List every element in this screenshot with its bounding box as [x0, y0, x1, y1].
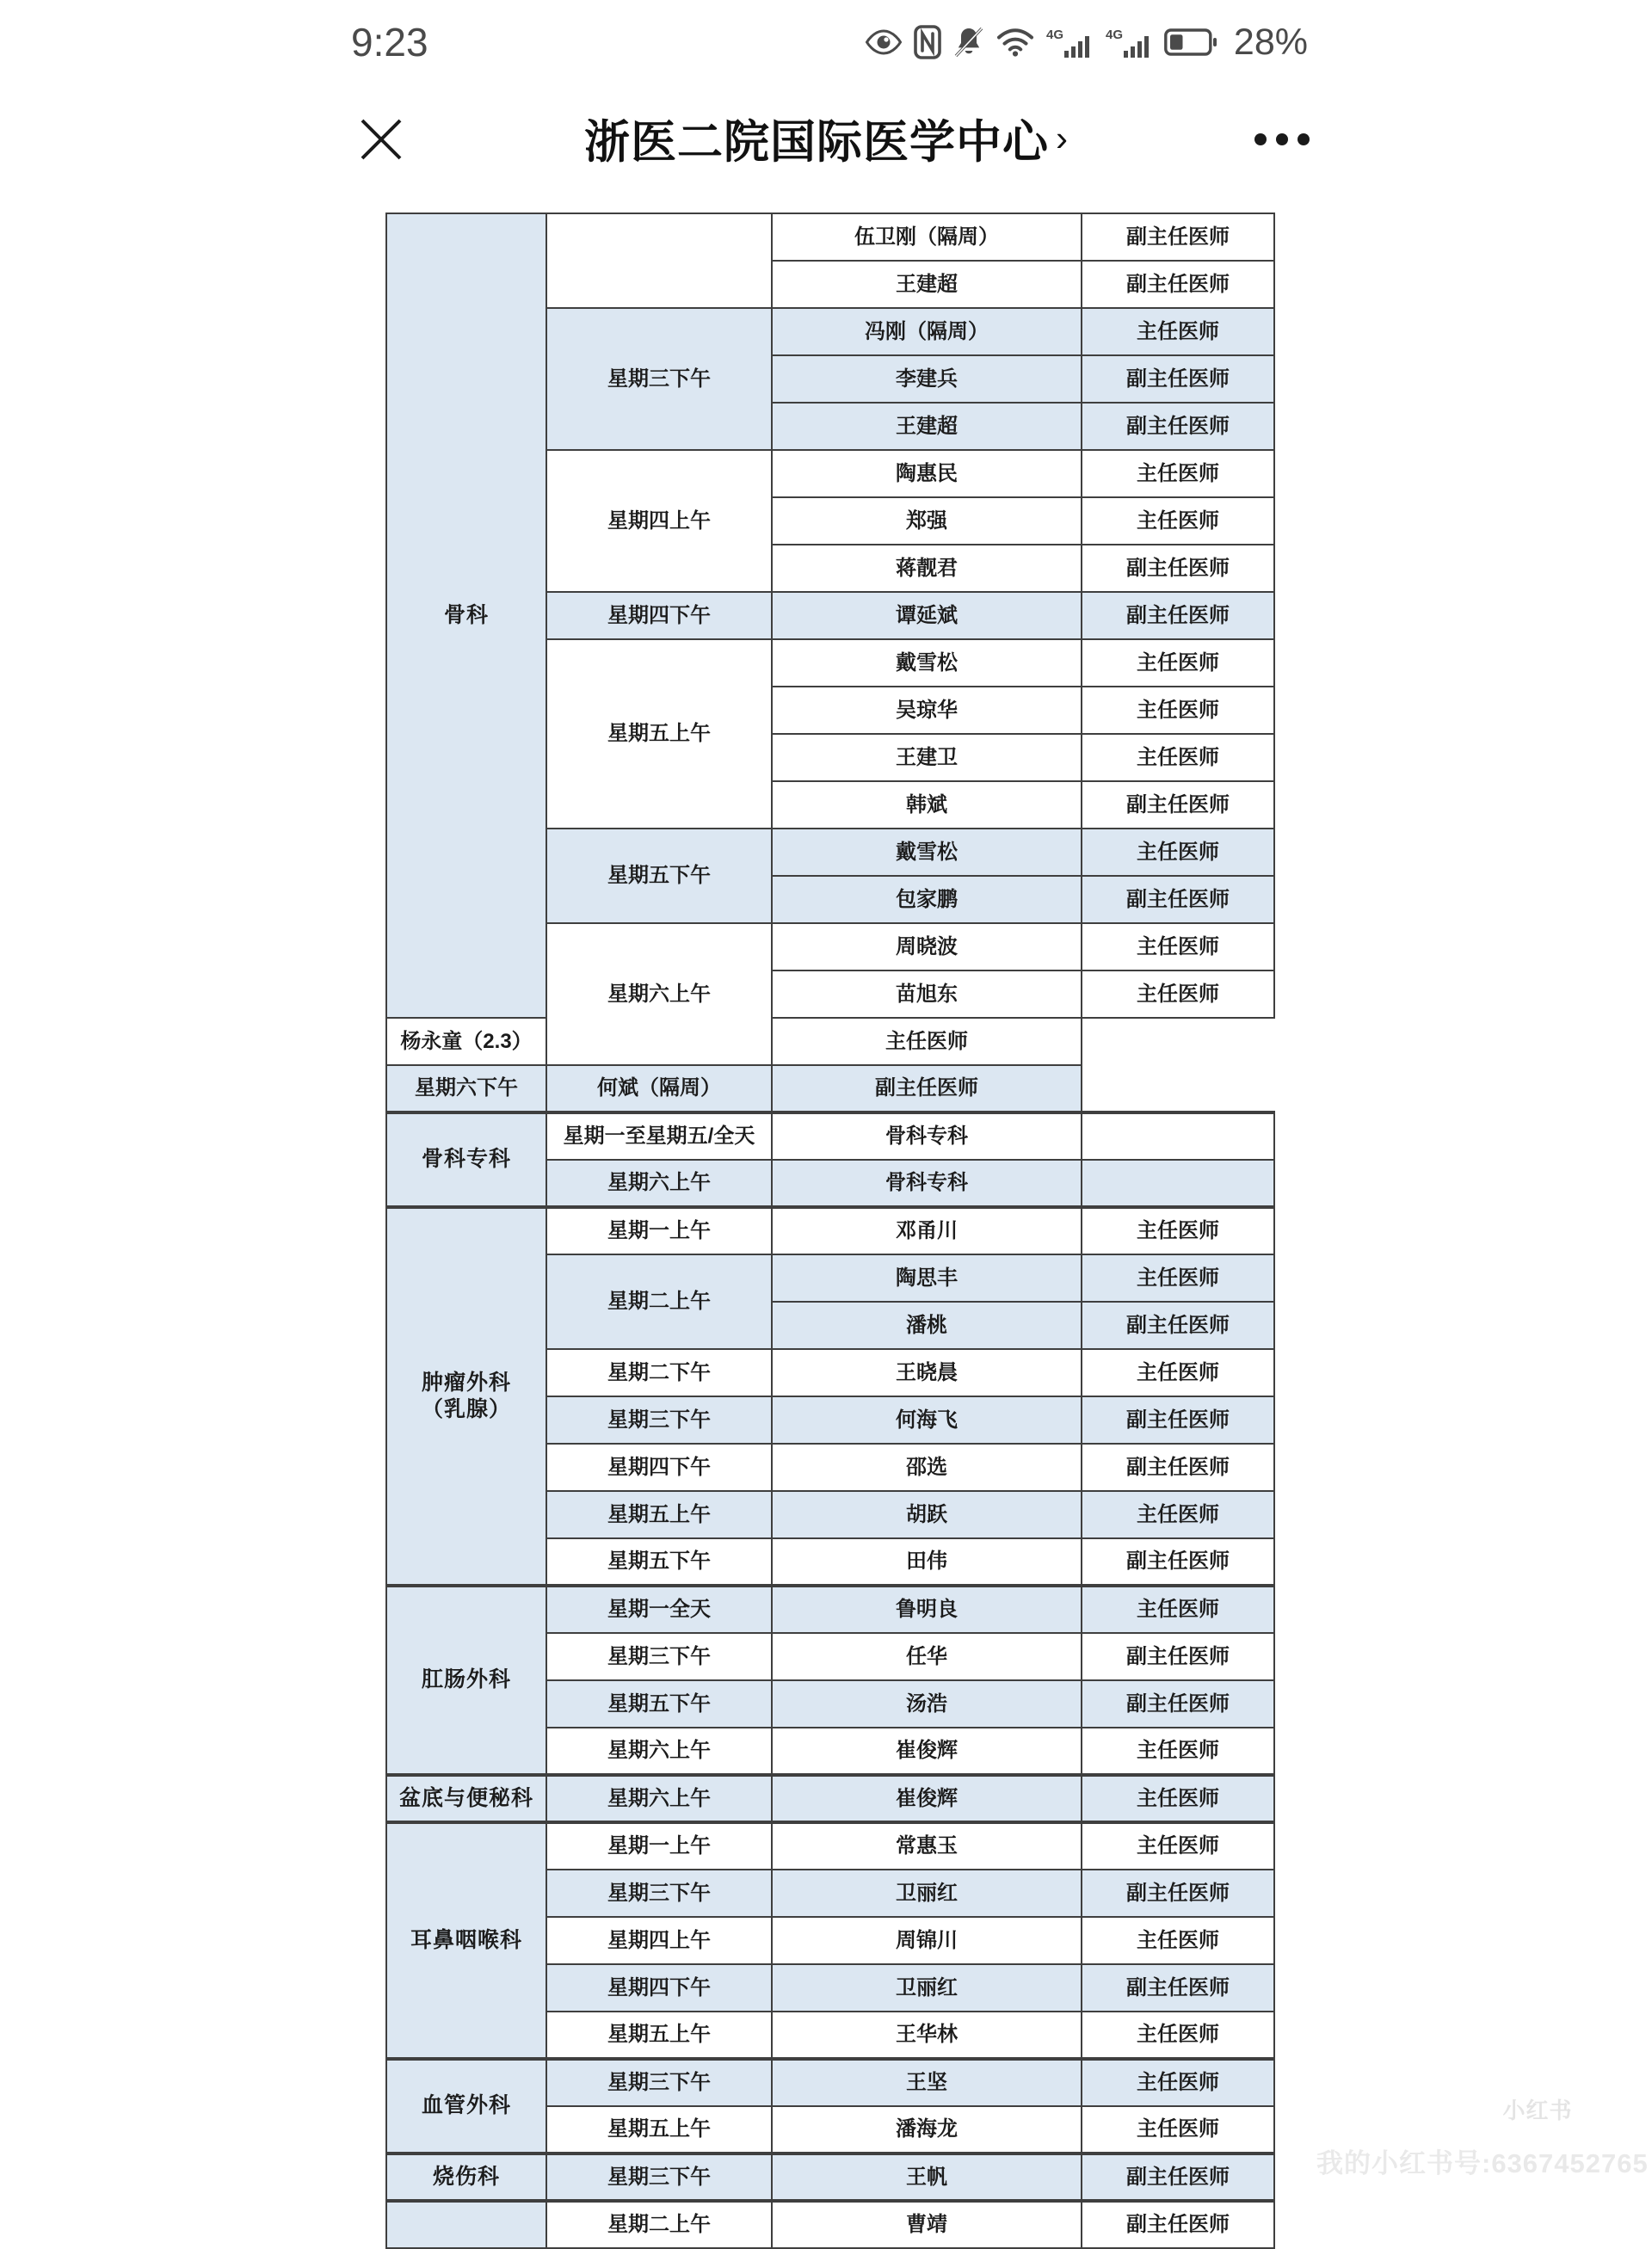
schedule-time-cell: 星期三下午 [546, 1396, 772, 1444]
doctor-title-cell: 副主任医师 [1082, 2153, 1274, 2201]
schedule-time-cell: 星期五下午 [546, 1680, 772, 1728]
more-dot-icon [1276, 133, 1288, 145]
doctor-title-cell: 主任医师 [1082, 829, 1274, 876]
doctor-schedule-table [385, 213, 1275, 2249]
department-cell: 骨科 [386, 213, 546, 1018]
doctor-title-cell: 副主任医师 [1082, 261, 1274, 308]
doctor-title-cell: 主任医师 [1082, 2059, 1274, 2106]
schedule-time-cell: 星期五下午 [546, 829, 772, 923]
doctor-name-cell: 田伟 [772, 1538, 1082, 1586]
doctor-title-cell: 副主任医师 [772, 1065, 1082, 1112]
page-title: 浙医二院国际医学中心 [584, 117, 1049, 168]
schedule-time-cell: 星期六下午 [386, 1065, 546, 1112]
schedule-time-cell: 星期一全天 [546, 1586, 772, 1633]
doctor-name-cell: 王建超 [772, 403, 1082, 450]
table-row [386, 2153, 1274, 2201]
status-bar [0, 0, 1652, 84]
doctor-title-cell: 副主任医师 [1082, 213, 1274, 261]
doctor-name-cell: 骨科专科 [772, 1112, 1082, 1160]
schedule-time-cell: 星期四下午 [546, 1444, 772, 1491]
doctor-title-cell: 主任医师 [1082, 687, 1274, 734]
doctor-name-cell: 杨永童（2.3） [386, 1018, 546, 1065]
doctor-name-cell: 卫丽红 [772, 1964, 1082, 2012]
schedule-table-container[interactable] [385, 213, 1273, 2249]
doctor-title-cell: 副主任医师 [1082, 1870, 1274, 1917]
doctor-name-cell: 何海飞 [772, 1396, 1082, 1444]
table-row [386, 1018, 1274, 1065]
schedule-time-cell: 星期六上午 [546, 1160, 772, 1207]
doctor-title-cell: 主任医师 [1082, 497, 1274, 545]
doctor-name-cell: 潘桃 [772, 1302, 1082, 1349]
doctor-name-cell: 苗旭东 [772, 970, 1082, 1018]
schedule-time-cell: 星期四上午 [546, 450, 772, 592]
doctor-title-cell: 副主任医师 [1082, 403, 1274, 450]
schedule-time-cell: 星期三下午 [546, 2059, 772, 2106]
doctor-name-cell: 陶思丰 [772, 1254, 1082, 1302]
doctor-title-cell: 副主任医师 [1082, 1633, 1274, 1680]
table-row [386, 1822, 1274, 1870]
doctor-name-cell: 冯刚（隔周） [772, 308, 1082, 355]
department-cell: 肛肠外科 [386, 1586, 546, 1775]
doctor-name-cell: 骨科专科 [772, 1160, 1082, 1207]
nfc-icon [914, 25, 941, 59]
doctor-title-cell: 主任医师 [1082, 1775, 1274, 1822]
schedule-time-cell: 星期三下午 [546, 1870, 772, 1917]
doctor-title-cell: 主任医师 [1082, 308, 1274, 355]
schedule-time-cell: 星期六上午 [546, 1775, 772, 1822]
doctor-title-cell: 副主任医师 [1082, 355, 1274, 403]
doctor-name-cell: 王建卫 [772, 734, 1082, 781]
xiaohongshu-badge-watermark: 小红书 [1493, 2086, 1582, 2131]
table-row [386, 1586, 1274, 1633]
doctor-title-cell: 主任医师 [1082, 1349, 1274, 1396]
doctor-title-cell: 副主任医师 [1082, 1964, 1274, 2012]
table-row [386, 1112, 1274, 1160]
doctor-title-cell: 主任医师 [1082, 1254, 1274, 1302]
schedule-time-cell: 星期四下午 [546, 592, 772, 639]
doctor-title-cell [1082, 1160, 1274, 1207]
schedule-time-cell: 星期一上午 [546, 1207, 772, 1254]
department-cell: 骨科专科 [386, 1112, 546, 1207]
doctor-title-cell: 副主任医师 [1082, 1444, 1274, 1491]
doctor-name-cell: 李建兵 [772, 355, 1082, 403]
schedule-time-cell [546, 213, 772, 308]
doctor-name-cell: 戴雪松 [772, 639, 1082, 687]
table-row [386, 2201, 1274, 2248]
wifi-icon [996, 28, 1034, 57]
svg-text:4G: 4G [1105, 28, 1123, 42]
schedule-time-cell: 星期五上午 [546, 2012, 772, 2059]
department-cell: 盆底与便秘科 [386, 1775, 546, 1822]
doctor-name-cell: 周晓波 [772, 923, 1082, 970]
schedule-time-cell: 星期二上午 [546, 2201, 772, 2248]
doctor-name-cell: 伍卫刚（隔周） [772, 213, 1082, 261]
bell-muted-icon [952, 25, 985, 59]
doctor-title-cell: 主任医师 [1082, 2106, 1274, 2153]
doctor-title-cell: 主任医师 [1082, 1917, 1274, 1964]
doctor-title-cell: 主任医师 [1082, 1822, 1274, 1870]
more-options-button[interactable] [1254, 133, 1310, 145]
schedule-time-cell: 星期六上午 [546, 1728, 772, 1775]
schedule-time-cell: 星期三下午 [546, 1633, 772, 1680]
department-cell: 耳鼻咽喉科 [386, 1822, 546, 2059]
more-dot-icon [1254, 133, 1267, 145]
doctor-name-cell: 潘海龙 [772, 2106, 1082, 2153]
battery-icon [1164, 28, 1217, 57]
schedule-time-cell: 星期一至星期五/全天 [546, 1112, 772, 1160]
doctor-name-cell: 蒋靓君 [772, 545, 1082, 592]
schedule-time-cell: 星期三下午 [546, 308, 772, 450]
close-button[interactable] [351, 109, 411, 169]
doctor-name-cell: 王坚 [772, 2059, 1082, 2106]
doctor-name-cell: 任华 [772, 1633, 1082, 1680]
app-header [0, 84, 1652, 194]
doctor-title-cell: 副主任医师 [1082, 545, 1274, 592]
department-cell: 肿瘤外科 （乳腺） [386, 1207, 546, 1586]
doctor-name-cell: 陶惠民 [772, 450, 1082, 497]
doctor-name-cell: 卫丽红 [772, 1870, 1082, 1917]
doctor-title-cell: 主任医师 [1082, 1728, 1274, 1775]
doctor-name-cell: 谭延斌 [772, 592, 1082, 639]
schedule-time-cell: 星期五上午 [546, 2106, 772, 2153]
doctor-title-cell: 主任医师 [1082, 639, 1274, 687]
schedule-time-cell: 星期五下午 [546, 1538, 772, 1586]
schedule-time-cell: 星期二下午 [546, 1349, 772, 1396]
doctor-name-cell: 王晓晨 [772, 1349, 1082, 1396]
doctor-name-cell: 崔俊辉 [772, 1775, 1082, 1822]
department-cell [386, 2201, 546, 2248]
doctor-title-cell: 副主任医师 [1082, 592, 1274, 639]
table-row [386, 1207, 1274, 1254]
svg-text:4G: 4G [1045, 28, 1063, 42]
doctor-title-cell: 副主任医师 [1082, 876, 1274, 923]
table-row [386, 2059, 1274, 2106]
doctor-name-cell: 韩斌 [772, 781, 1082, 829]
doctor-name-cell: 崔俊辉 [772, 1728, 1082, 1775]
schedule-time-cell: 星期一上午 [546, 1822, 772, 1870]
doctor-title-cell: 副主任医师 [1082, 1538, 1274, 1586]
doctor-name-cell: 王建超 [772, 261, 1082, 308]
signal-4g-icon [1105, 25, 1153, 59]
doctor-title-cell: 主任医师 [1082, 2012, 1274, 2059]
signal-4g-icon [1045, 25, 1094, 59]
doctor-name-cell: 胡跃 [772, 1491, 1082, 1538]
schedule-time-cell: 星期五上午 [546, 639, 772, 829]
chevron-right-icon: › [1056, 118, 1068, 158]
doctor-name-cell: 王华林 [772, 2012, 1082, 2059]
doctor-name-cell: 王帆 [772, 2153, 1082, 2201]
schedule-time-cell: 星期五上午 [546, 1491, 772, 1538]
doctor-title-cell: 副主任医师 [1082, 1396, 1274, 1444]
department-cell: 血管外科 [386, 2059, 546, 2153]
schedule-time-cell: 星期六上午 [546, 923, 772, 1065]
doctor-title-cell [1082, 1112, 1274, 1160]
status-time: 9:23 [351, 20, 428, 65]
doctor-title-cell: 主任医师 [1082, 1586, 1274, 1633]
schedule-time-cell: 星期四上午 [546, 1917, 772, 1964]
doctor-title-cell: 主任医师 [1082, 1491, 1274, 1538]
doctor-name-cell: 曹靖 [772, 2201, 1082, 2248]
xiaohongshu-id-watermark: 我的小红书号:6367452765 [1316, 2148, 1649, 2178]
table-row [386, 1775, 1274, 1822]
doctor-name-cell: 汤浩 [772, 1680, 1082, 1728]
more-dot-icon [1298, 133, 1310, 145]
doctor-name-cell: 郑强 [772, 497, 1082, 545]
doctor-title-cell: 副主任医师 [1082, 1302, 1274, 1349]
header-title-group[interactable] [584, 106, 1068, 171]
status-icons [865, 21, 1308, 63]
table-row [386, 213, 1274, 261]
doctor-name-cell: 常惠玉 [772, 1822, 1082, 1870]
doctor-title-cell: 主任医师 [1082, 970, 1274, 1018]
table-row [386, 1065, 1274, 1112]
schedule-time-cell: 星期四下午 [546, 1964, 772, 2012]
schedule-time-cell: 星期二上午 [546, 1254, 772, 1349]
doctor-name-cell: 戴雪松 [772, 829, 1082, 876]
close-icon [357, 115, 405, 163]
schedule-time-cell: 星期三下午 [546, 2153, 772, 2201]
doctor-title-cell: 副主任医师 [1082, 1680, 1274, 1728]
doctor-title-cell: 副主任医师 [1082, 781, 1274, 829]
doctor-name-cell: 鲁明良 [772, 1586, 1082, 1633]
doctor-name-cell: 吴琼华 [772, 687, 1082, 734]
doctor-title-cell: 主任医师 [1082, 1207, 1274, 1254]
department-cell: 烧伤科 [386, 2153, 546, 2201]
doctor-name-cell: 何斌（隔周） [546, 1065, 772, 1112]
doctor-title-cell: 主任医师 [1082, 450, 1274, 497]
battery-percent: 28% [1233, 21, 1308, 63]
eye-care-icon [865, 29, 903, 55]
doctor-name-cell: 周锦川 [772, 1917, 1082, 1964]
doctor-name-cell: 包家鹏 [772, 876, 1082, 923]
doctor-title-cell: 主任医师 [772, 1018, 1082, 1065]
doctor-name-cell: 邵选 [772, 1444, 1082, 1491]
doctor-title-cell: 副主任医师 [1082, 2201, 1274, 2248]
doctor-title-cell: 主任医师 [1082, 734, 1274, 781]
doctor-title-cell: 主任医师 [1082, 923, 1274, 970]
doctor-name-cell: 邓甬川 [772, 1207, 1082, 1254]
